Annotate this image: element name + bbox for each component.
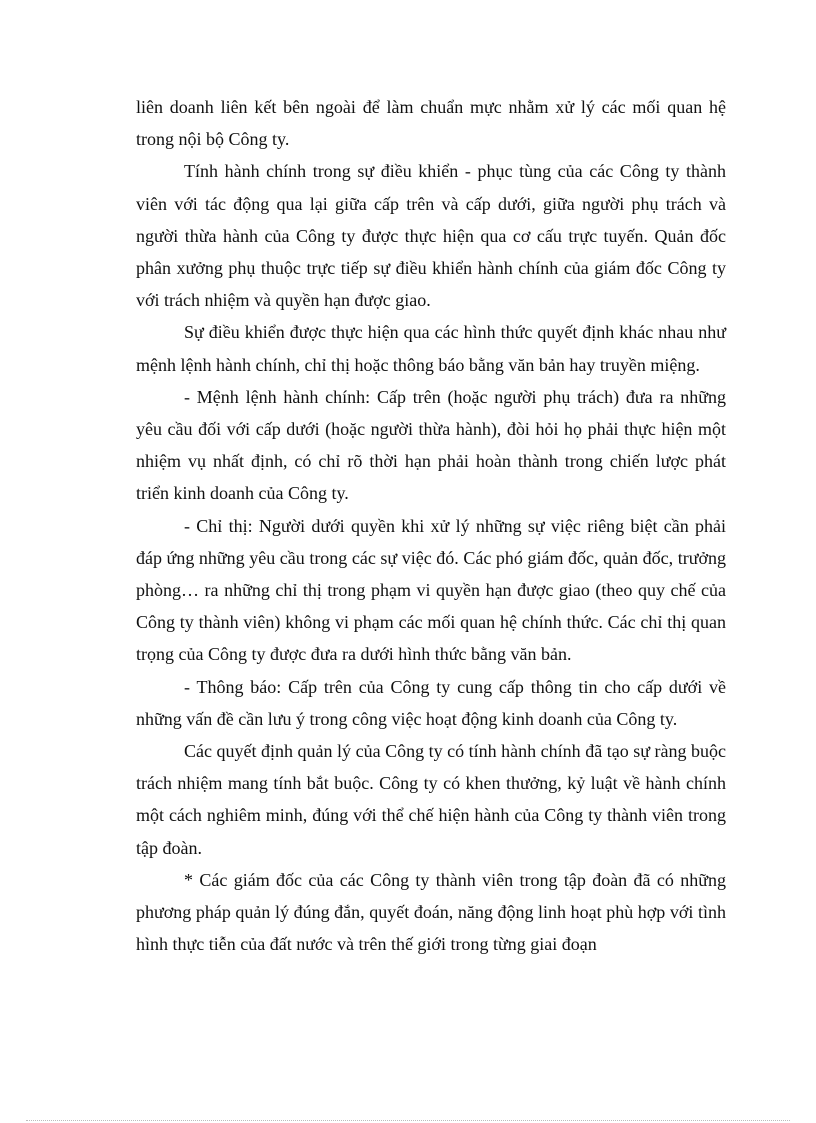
paragraph-continuation: liên doanh liên kết bên ngoài để làm chuẩn mực nhằm xử lý các mối quan hệ trong nội bộ Công ty. xyxy=(136,97,726,150)
paragraph-directive: - Chỉ thị: Người dưới quyền khi xử lý những sự việc riêng biệt cần phải đáp ứng những yêu cầu trong các sự việc đó. Các phó giám đốc, quản đốc, trưởng phòng… ra những chỉ thị trong phạm vi quyền hạn được giao (theo quy chế của Công ty thành viên) không vi phạm các mối quan hệ chính thức. Các chỉ thị quan trọng của Công ty được đưa ra dưới hình thức bằng văn bản. xyxy=(136,515,726,665)
document-body xyxy=(136,91,726,960)
paragraph-directors-methods: * Các giám đốc của các Công ty thành viên trong tập đoàn đã có những phương pháp quản lý đúng đắn, quyết đoán, năng động linh hoạt phù hợp với tình hình thực tiễn của đất nước và trên thế giới trong từng giai đoạn xyxy=(136,869,726,955)
paragraph-management-decisions: Các quyết định quản lý của Công ty có tính hành chính đã tạo sự ràng buộc trách nhiệm mang tính bắt buộc. Công ty có khen thưởng, kỷ luật về hành chính một cách nghiêm minh, đúng với thể chế hiện hành của Công ty thành viên trong tập đoàn. xyxy=(136,741,726,858)
paragraph-administrative-nature: Tính hành chính trong sự điều khiển - phục tùng của các Công ty thành viên với tác động qua lại giữa cấp trên và cấp dưới, giữa người phụ trách và người thừa hành của Công ty được thực hiện qua cơ cấu trực tuyến. Quản đốc phân xưởng phụ thuộc trực tiếp sự điều khiển hành chính của giám đốc Công ty với trách nhiệm và quyền hạn được giao. xyxy=(136,161,726,311)
paragraph-administrative-order: - Mệnh lệnh hành chính: Cấp trên (hoặc người phụ trách) đưa ra những yêu cầu đối với cấp dưới (hoặc người thừa hành), đòi hỏi họ phải thực hiện một nhiệm vụ nhất định, có chỉ rõ thời hạn phải hoàn thành trong chiến lược phát triển kinh doanh của Công ty. xyxy=(136,386,726,504)
paragraph-control-forms: Sự điều khiển được thực hiện qua các hình thức quyết định khác nhau như mệnh lệnh hành chính, chỉ thị hoặc thông báo bằng văn bản hay truyền miệng. xyxy=(136,322,726,375)
paragraph-notice: - Thông báo: Cấp trên của Công ty cung cấp thông tin cho cấp dưới về những vấn đề cần lưu ý trong công việc hoạt động kinh doanh của Công ty. xyxy=(136,676,726,729)
page-bottom-divider xyxy=(26,1120,790,1121)
